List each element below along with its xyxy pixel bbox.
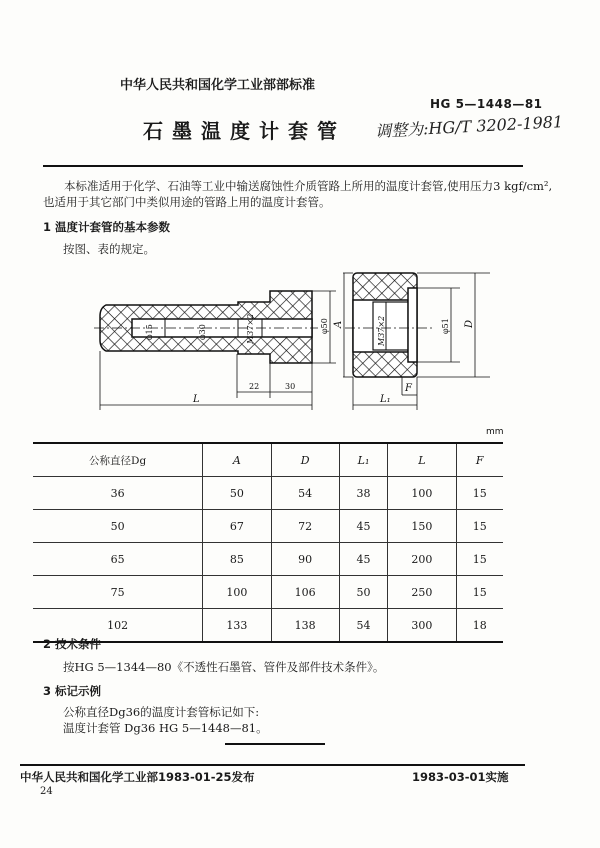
table-cell: 100 xyxy=(388,477,456,510)
section-1-heading: 1 温度计套管的基本参数 xyxy=(43,220,171,234)
col-header: 公称直径Dg xyxy=(89,454,147,467)
table-cell: 18 xyxy=(456,609,503,643)
label-F: F xyxy=(405,383,412,394)
table-row xyxy=(33,543,503,576)
section-3-line-1: 公称直径Dg36的温度计套管标记如下: xyxy=(63,705,260,719)
label-L: L xyxy=(193,394,200,405)
table-cell: 72 xyxy=(271,510,339,543)
label-dia-51: φ51 xyxy=(441,318,450,334)
label-dim-30: 30 xyxy=(285,382,296,391)
table-row xyxy=(33,609,503,643)
label-thread-right: M37×2 xyxy=(377,315,386,346)
table-cell: 75 xyxy=(110,585,125,599)
table-cell: 45 xyxy=(339,510,387,543)
page-number: 24 xyxy=(40,786,53,797)
section-2-text: 按HG 5—1344—80《不透性石墨管、管件及部件技术条件》。 xyxy=(63,660,385,674)
label-D: D xyxy=(464,319,475,328)
table-cell: 38 xyxy=(339,477,387,510)
table-row xyxy=(33,477,503,510)
unit-label: mm xyxy=(486,427,504,437)
section-2-heading: 2 技术条件 xyxy=(43,637,102,651)
table-cell: 102 xyxy=(107,618,129,632)
label-L1: L₁ xyxy=(380,394,391,405)
table-cell: 50 xyxy=(339,576,387,609)
table-cell: 200 xyxy=(388,543,456,576)
table-row xyxy=(33,510,503,543)
col-header: A xyxy=(203,443,271,477)
section-1-text: 按图、表的规定。 xyxy=(63,242,155,256)
table-cell: 133 xyxy=(203,609,271,643)
label-A: A xyxy=(333,320,344,328)
table-cell: 85 xyxy=(203,543,271,576)
label-dim-22: 22 xyxy=(249,382,260,391)
footer-rule xyxy=(20,764,525,766)
table-header-row xyxy=(33,443,503,477)
end-rule xyxy=(225,743,325,745)
table-cell: 15 xyxy=(456,543,503,576)
col-header: L xyxy=(388,443,456,477)
table-cell: 106 xyxy=(271,576,339,609)
col-header: D xyxy=(271,443,339,477)
table-cell: 15 xyxy=(456,510,503,543)
table-row xyxy=(33,576,503,609)
effective-date: 1983-03-01实施 xyxy=(412,770,509,784)
table-cell: 50 xyxy=(203,477,271,510)
handwritten-note: 调整为:HG/T 3202-1981 xyxy=(374,112,564,141)
table-cell: 65 xyxy=(110,552,125,566)
label-dia-50: φ50 xyxy=(320,318,329,334)
col-header: L₁ xyxy=(339,443,387,477)
section-3-heading: 3 标记示例 xyxy=(43,684,102,698)
table-cell: 250 xyxy=(388,576,456,609)
label-thread-left: M37×2 xyxy=(246,313,255,344)
document-title: 石墨温度计套管 xyxy=(143,119,346,143)
intro-line-2: 也适用于其它部门中类似用途的管路上用的温度计套管。 xyxy=(43,195,331,209)
table-cell: 138 xyxy=(271,609,339,643)
table-cell: 90 xyxy=(271,543,339,576)
parameter-table xyxy=(33,442,503,643)
table-cell: 50 xyxy=(110,519,125,533)
intro-line-1: 本标准适用于化学、石油等工业中输送腐蚀性介质管路上所用的温度计套管,使用压力3 kgf/cm², xyxy=(64,179,553,193)
col-header: F xyxy=(456,443,503,477)
table-cell: 15 xyxy=(456,477,503,510)
label-bore-15: φ15 xyxy=(145,324,154,340)
table-cell: 300 xyxy=(388,609,456,643)
table-cell: 54 xyxy=(271,477,339,510)
issuing-organization: 中华人民共和国化学工业部部标准 xyxy=(120,78,316,93)
table-cell: 15 xyxy=(456,576,503,609)
table-cell: 36 xyxy=(110,486,125,500)
table-cell: 100 xyxy=(203,576,271,609)
issue-date: 中华人民共和国化学工业部1983-01-25发布 xyxy=(20,770,255,784)
table-cell: 54 xyxy=(339,609,387,643)
section-3-line-2: 温度计套管 Dg36 HG 5—1448—81。 xyxy=(63,721,268,735)
table-cell: 45 xyxy=(339,543,387,576)
label-bore-30: φ30 xyxy=(198,324,207,340)
table-cell: 67 xyxy=(203,510,271,543)
table-cell: 150 xyxy=(388,510,456,543)
standard-code: HG 5—1448—81 xyxy=(430,97,543,111)
